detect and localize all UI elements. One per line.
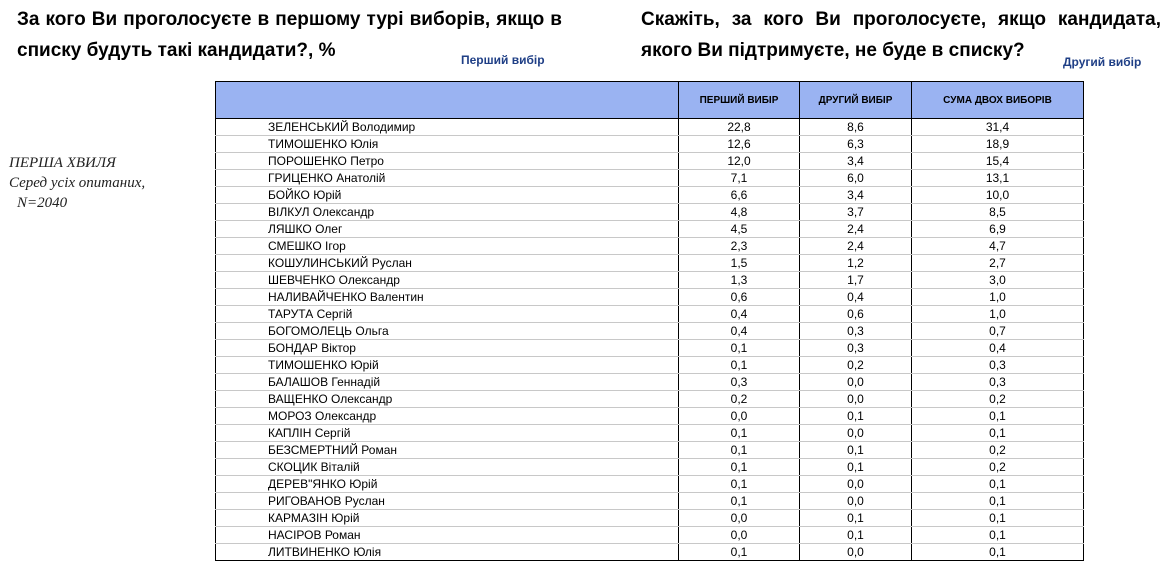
- wave-label: ПЕРША ХВИЛЯ: [9, 155, 116, 171]
- table-row: [216, 136, 1084, 153]
- second-choice-value: 6,0: [800, 170, 912, 187]
- second-choice-value: 3,4: [800, 153, 912, 170]
- second-choice-value: 3,7: [800, 204, 912, 221]
- sum-value: 0,1: [912, 425, 1084, 442]
- candidate-name: ШЕВЧЕНКО Олександр: [216, 272, 679, 289]
- sum-value: 8,5: [912, 204, 1084, 221]
- table-row: [216, 306, 1084, 323]
- table-row: [216, 425, 1084, 442]
- second-choice-value: 0,0: [800, 493, 912, 510]
- table-row: [216, 272, 1084, 289]
- candidate-name: КАРМАЗІН Юрій: [216, 510, 679, 527]
- candidate-name: ГРИЦЕНКО Анатолій: [216, 170, 679, 187]
- table-row: [216, 527, 1084, 544]
- sum-value: 0,1: [912, 510, 1084, 527]
- sum-value: 0,3: [912, 374, 1084, 391]
- candidate-name: ЛИТВИНЕНКО Юлія: [216, 544, 679, 561]
- second-choice-value: 6,3: [800, 136, 912, 153]
- first-choice-value: 7,1: [679, 170, 800, 187]
- first-choice-value: 0,1: [679, 476, 800, 493]
- candidate-name: БОГОМОЛЕЦЬ Ольга: [216, 323, 679, 340]
- first-choice-value: 4,5: [679, 221, 800, 238]
- sum-value: 6,9: [912, 221, 1084, 238]
- first-choice-value: 0,4: [679, 323, 800, 340]
- second-choice-value: 1,2: [800, 255, 912, 272]
- caption-second-choice: Другий вибір: [1063, 55, 1142, 69]
- sum-value: 4,7: [912, 238, 1084, 255]
- candidate-name: ТАРУТА Сергій: [216, 306, 679, 323]
- first-choice-value: 1,3: [679, 272, 800, 289]
- table-row: [216, 476, 1084, 493]
- sum-value: 31,4: [912, 119, 1084, 136]
- sum-value: 1,0: [912, 306, 1084, 323]
- sum-value: 0,1: [912, 408, 1084, 425]
- table-row: [216, 357, 1084, 374]
- candidate-name: МОРОЗ Олександр: [216, 408, 679, 425]
- first-choice-value: 0,1: [679, 340, 800, 357]
- first-choice-value: 0,4: [679, 306, 800, 323]
- second-choice-value: 0,1: [800, 527, 912, 544]
- candidate-name: НАЛИВАЙЧЕНКО Валентин: [216, 289, 679, 306]
- second-choice-value: 0,0: [800, 544, 912, 561]
- sum-value: 1,0: [912, 289, 1084, 306]
- second-choice-value: 0,1: [800, 510, 912, 527]
- first-choice-value: 0,1: [679, 442, 800, 459]
- sum-value: 0,1: [912, 544, 1084, 561]
- table-row: [216, 238, 1084, 255]
- first-choice-value: 4,8: [679, 204, 800, 221]
- sum-value: 0,7: [912, 323, 1084, 340]
- first-choice-value: 0,3: [679, 374, 800, 391]
- sum-value: 18,9: [912, 136, 1084, 153]
- candidate-name: СКОЦИК Віталій: [216, 459, 679, 476]
- second-choice-value: 8,6: [800, 119, 912, 136]
- table-row: [216, 289, 1084, 306]
- sum-value: 10,0: [912, 187, 1084, 204]
- second-choice-value: 0,0: [800, 391, 912, 408]
- table-row: [216, 374, 1084, 391]
- candidate-name: ТИМОШЕНКО Юлія: [216, 136, 679, 153]
- question-second-choice: Скажіть, за кого Ви проголосуєте, якщо кандидата, якого Ви підтримуєте, не буде в списку?: [641, 9, 1161, 61]
- first-choice-value: 6,6: [679, 187, 800, 204]
- candidate-name: РИГОВАНОВ Руслан: [216, 493, 679, 510]
- sum-value: 0,1: [912, 493, 1084, 510]
- first-choice-value: 12,0: [679, 153, 800, 170]
- results-table: [215, 81, 1084, 561]
- second-choice-value: 0,0: [800, 476, 912, 493]
- table-row: [216, 510, 1084, 527]
- first-choice-value: 1,5: [679, 255, 800, 272]
- second-choice-value: 2,4: [800, 238, 912, 255]
- table-row: [216, 153, 1084, 170]
- column-header-sum: СУМА ДВОХ ВИБОРІВ: [912, 82, 1084, 119]
- candidate-name: НАСІРОВ Роман: [216, 527, 679, 544]
- candidate-name: ЛЯШКО Олег: [216, 221, 679, 238]
- candidate-name: ВАЩЕНКО Олександр: [216, 391, 679, 408]
- second-choice-value: 1,7: [800, 272, 912, 289]
- table-row: [216, 170, 1084, 187]
- candidate-name: ЗЕЛЕНСЬКИЙ Володимир: [216, 119, 679, 136]
- second-choice-value: 2,4: [800, 221, 912, 238]
- candidate-name: СМЕШКО Ігор: [216, 238, 679, 255]
- first-choice-value: 0,1: [679, 544, 800, 561]
- table-row: [216, 391, 1084, 408]
- candidate-name: ТИМОШЕНКО Юрій: [216, 357, 679, 374]
- candidate-name: БОЙКО Юрій: [216, 187, 679, 204]
- sum-value: 0,2: [912, 459, 1084, 476]
- caption-first-choice: Перший вибір: [461, 53, 545, 67]
- column-header-candidate: [216, 82, 679, 119]
- sum-value: 0,4: [912, 340, 1084, 357]
- second-choice-value: 0,2: [800, 357, 912, 374]
- first-choice-value: 0,1: [679, 425, 800, 442]
- candidate-name: БОНДАР Віктор: [216, 340, 679, 357]
- candidate-name: ВІЛКУЛ Олександр: [216, 204, 679, 221]
- second-choice-value: 3,4: [800, 187, 912, 204]
- first-choice-value: 0,0: [679, 527, 800, 544]
- candidate-name: БЕЗСМЕРТНИЙ Роман: [216, 442, 679, 459]
- sample-label: Серед усіх опитаних,: [9, 175, 146, 191]
- table-row: [216, 221, 1084, 238]
- second-choice-value: 0,1: [800, 442, 912, 459]
- column-header-first-choice: ПЕРШИЙ ВИБІР: [679, 82, 800, 119]
- question-first-round: За кого Ви проголосуєте в першому турі виборів, якщо в списку будуть такі кандидати?, %: [17, 9, 562, 61]
- second-choice-value: 0,1: [800, 408, 912, 425]
- sample-info: [9, 153, 145, 213]
- second-choice-value: 0,6: [800, 306, 912, 323]
- table-header-row: [216, 82, 1084, 119]
- sum-value: 0,2: [912, 391, 1084, 408]
- table-row: [216, 204, 1084, 221]
- table-row: [216, 323, 1084, 340]
- table-row: [216, 187, 1084, 204]
- table-row: [216, 442, 1084, 459]
- sample-size: N=2040: [17, 195, 68, 211]
- second-choice-value: 0,4: [800, 289, 912, 306]
- sum-value: 0,3: [912, 357, 1084, 374]
- first-choice-value: 0,1: [679, 459, 800, 476]
- sum-value: 0,1: [912, 527, 1084, 544]
- sum-value: 15,4: [912, 153, 1084, 170]
- second-choice-value: 0,1: [800, 459, 912, 476]
- second-choice-value: 0,3: [800, 323, 912, 340]
- column-header-second-choice: ДРУГИЙ ВИБІР: [800, 82, 912, 119]
- first-choice-value: 2,3: [679, 238, 800, 255]
- first-choice-value: 0,1: [679, 493, 800, 510]
- first-choice-value: 0,2: [679, 391, 800, 408]
- first-choice-value: 0,1: [679, 357, 800, 374]
- first-choice-value: 0,0: [679, 510, 800, 527]
- candidate-name: КОШУЛИНСЬКИЙ Руслан: [216, 255, 679, 272]
- table-row: [216, 408, 1084, 425]
- first-choice-value: 0,0: [679, 408, 800, 425]
- candidate-name: БАЛАШОВ Геннадій: [216, 374, 679, 391]
- second-choice-value: 0,0: [800, 374, 912, 391]
- first-choice-value: 22,8: [679, 119, 800, 136]
- sum-value: 2,7: [912, 255, 1084, 272]
- first-choice-value: 12,6: [679, 136, 800, 153]
- sum-value: 3,0: [912, 272, 1084, 289]
- sum-value: 0,2: [912, 442, 1084, 459]
- second-choice-value: 0,0: [800, 425, 912, 442]
- results-body: [216, 119, 1084, 561]
- table-row: [216, 119, 1084, 136]
- table-row: [216, 493, 1084, 510]
- candidate-name: ДЕРЕВ"ЯНКО Юрій: [216, 476, 679, 493]
- first-choice-value: 0,6: [679, 289, 800, 306]
- table-row: [216, 459, 1084, 476]
- table-row: [216, 544, 1084, 561]
- table-row: [216, 255, 1084, 272]
- sum-value: 0,1: [912, 476, 1084, 493]
- candidate-name: ПОРОШЕНКО Петро: [216, 153, 679, 170]
- table-row: [216, 340, 1084, 357]
- sum-value: 13,1: [912, 170, 1084, 187]
- candidate-name: КАПЛІН Сергій: [216, 425, 679, 442]
- second-choice-value: 0,3: [800, 340, 912, 357]
